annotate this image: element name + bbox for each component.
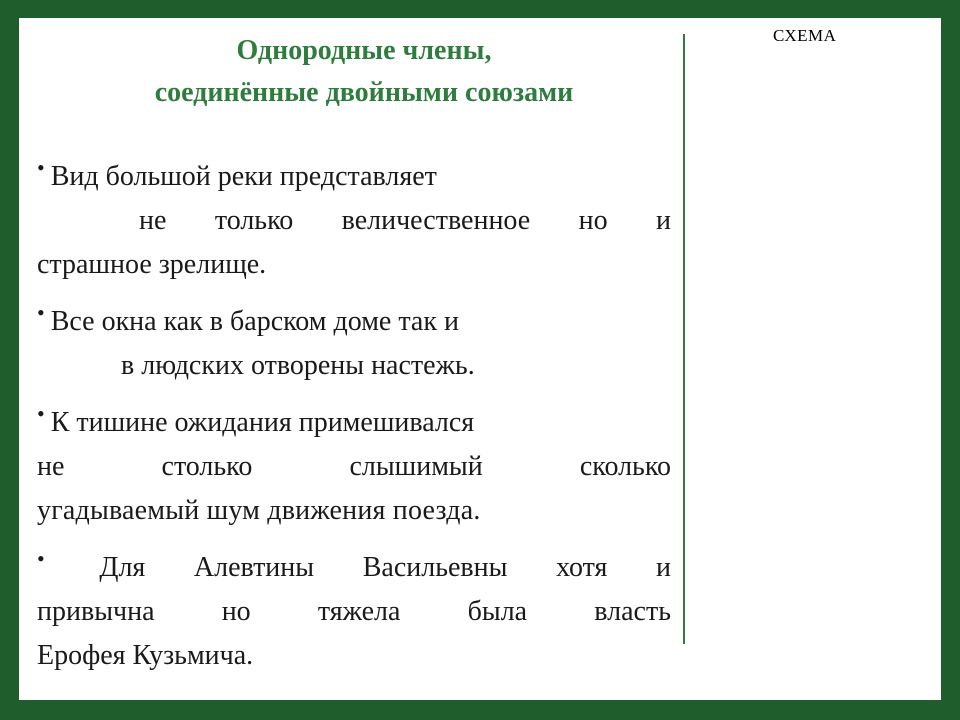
sentence-3-line-3: угадываемый шум движения поезда. [37, 495, 481, 526]
bullet-icon: • [37, 546, 45, 571]
title-line-2: соединённые двойными союзами [154, 77, 574, 108]
sentence-list [37, 146, 671, 682]
bullet-icon: • [37, 155, 45, 180]
bullet-icon: • [37, 401, 45, 426]
slide-content-area [19, 18, 941, 700]
sentence-1-line-1: Вид большой реки представляет [50, 161, 437, 192]
sentence-2-line-2: в людских отворены настежь. [121, 350, 475, 381]
slide-title [39, 30, 689, 114]
sentence-3-line-2: не столько слышимый сколько [37, 451, 671, 482]
sentence-4-line-2: привычна но тяжела была власть [37, 596, 671, 627]
sentence-1-line-3: страшное зрелище. [37, 249, 267, 280]
schema-label: СХЕМА [773, 26, 837, 45]
sentence-2-line-1: Все окна как в барском доме так и [50, 306, 459, 337]
sentence-item-1 [37, 146, 671, 287]
sentence-item-4 [37, 537, 671, 678]
column-divider [683, 34, 685, 644]
sentence-item-3 [37, 392, 671, 533]
sentence-4-line-3: Ерофея Кузьмича. [37, 640, 254, 671]
sentence-3-line-1: К тишине ожидания примешивался [50, 407, 475, 438]
sentence-item-2 [37, 291, 671, 388]
title-line-1: Однородные члены, [236, 35, 492, 66]
sentence-1-line-2: не только величественное но и [139, 205, 671, 236]
sentence-4-line-1: Для Алевтины Васильевны хотя и [99, 552, 671, 583]
bullet-icon: • [37, 300, 45, 325]
